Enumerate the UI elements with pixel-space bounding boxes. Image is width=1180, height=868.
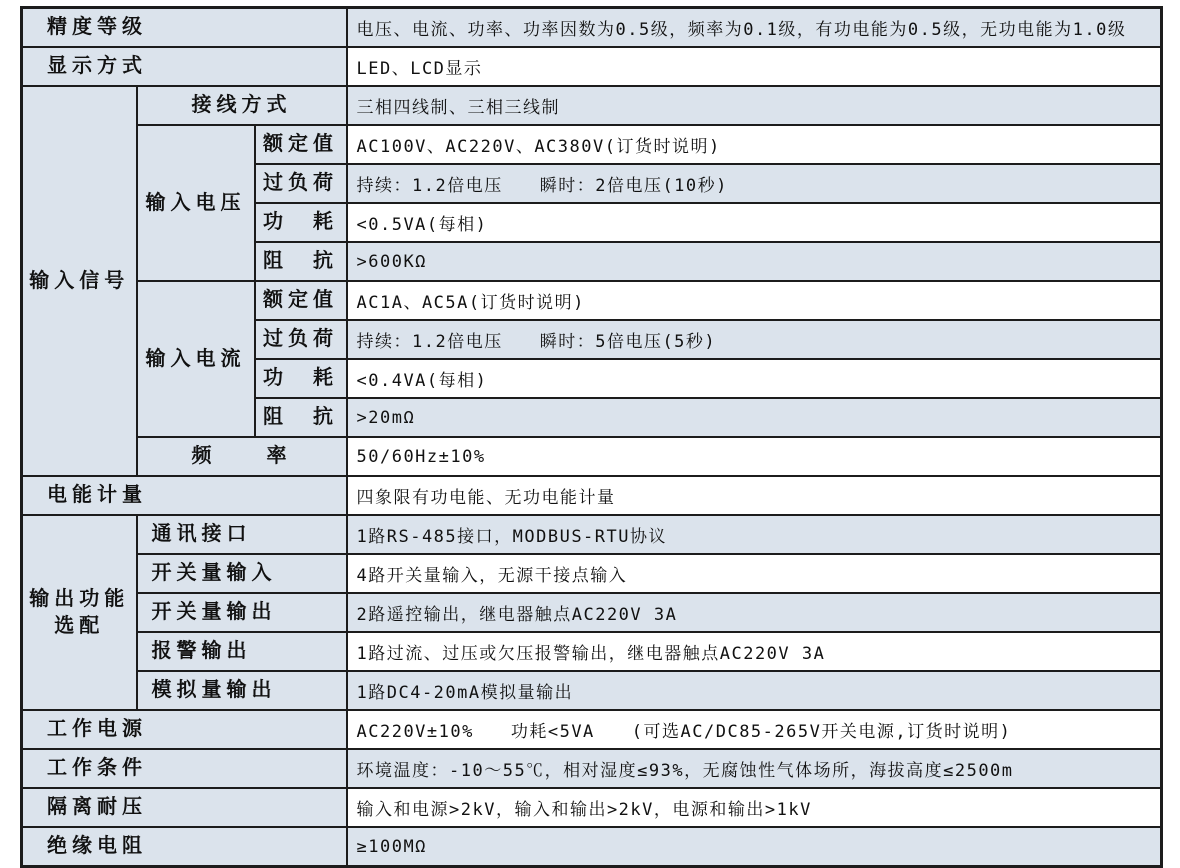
comm-value: 1路RS-485接口，MODBUS-RTU协议 xyxy=(347,515,1162,554)
row-frequency xyxy=(22,437,1162,476)
voltage-overload-label: 过负荷 xyxy=(255,164,347,203)
isolation-voltage-value: 输入和电源>2kV，输入和输出>2kV，电源和输出>1kV xyxy=(347,788,1162,827)
voltage-rated-value: AC100V、AC220V、AC380V(订货时说明) xyxy=(347,125,1162,164)
comm-label: 通讯接口 xyxy=(137,515,347,554)
row-alarm-output xyxy=(22,632,1162,671)
power-supply-label: 工作电源 xyxy=(22,710,347,749)
row-working-conditions xyxy=(22,749,1162,788)
current-overload-label: 过负荷 xyxy=(255,320,347,359)
current-rated-label: 额定值 xyxy=(255,281,347,320)
energy-metering-value: 四象限有功电能、无功电能计量 xyxy=(347,476,1162,515)
spec-sheet xyxy=(20,6,1163,868)
digital-output-value: 2路遥控输出，继电器触点AC220V 3A xyxy=(347,593,1162,632)
current-power-loss-value: <0.4VA(每相) xyxy=(347,359,1162,398)
output-options-label: 输出功能选配 xyxy=(22,515,137,710)
frequency-value: 50/60Hz±10% xyxy=(347,437,1162,476)
voltage-impedance-label: 阻 抗 xyxy=(255,242,347,281)
current-power-loss-label: 功 耗 xyxy=(255,359,347,398)
digital-output-label: 开关量输出 xyxy=(137,593,347,632)
current-impedance-value: >20mΩ xyxy=(347,398,1162,437)
row-energy-metering xyxy=(22,476,1162,515)
accuracy-label: 精度等级 xyxy=(22,8,347,48)
working-conditions-value: 环境温度：-10～55℃，相对湿度≤93%，无腐蚀性气体场所，海拔高度≤2500m xyxy=(347,749,1162,788)
voltage-overload-value: 持续：1.2倍电压 瞬时：2倍电压(10秒) xyxy=(347,164,1162,203)
row-analog-output xyxy=(22,671,1162,710)
frequency-label: 频 率 xyxy=(137,437,347,476)
voltage-rated-label: 额定值 xyxy=(255,125,347,164)
current-rated-value: AC1A、AC5A(订货时说明) xyxy=(347,281,1162,320)
row-comm xyxy=(22,515,1162,554)
analog-output-label: 模拟量输出 xyxy=(137,671,347,710)
wiring-value: 三相四线制、三相三线制 xyxy=(347,86,1162,125)
row-isolation-voltage xyxy=(22,788,1162,827)
row-accuracy xyxy=(22,8,1162,48)
spec-table xyxy=(20,6,1163,868)
row-wiring xyxy=(22,86,1162,125)
display-label: 显示方式 xyxy=(22,47,347,86)
alarm-output-value: 1路过流、过压或欠压报警输出，继电器触点AC220V 3A xyxy=(347,632,1162,671)
current-impedance-label: 阻 抗 xyxy=(255,398,347,437)
digital-input-value: 4路开关量输入，无源干接点输入 xyxy=(347,554,1162,593)
input-current-label: 输入电流 xyxy=(137,281,255,437)
voltage-power-loss-label: 功 耗 xyxy=(255,203,347,242)
voltage-impedance-value: >600KΩ xyxy=(347,242,1162,281)
current-overload-value: 持续：1.2倍电压 瞬时：5倍电压(5秒) xyxy=(347,320,1162,359)
display-value: LED、LCD显示 xyxy=(347,47,1162,86)
isolation-voltage-label: 隔离耐压 xyxy=(22,788,347,827)
row-digital-input xyxy=(22,554,1162,593)
wiring-label: 接线方式 xyxy=(137,86,347,125)
digital-input-label: 开关量输入 xyxy=(137,554,347,593)
voltage-power-loss-value: <0.5VA(每相) xyxy=(347,203,1162,242)
row-digital-output xyxy=(22,593,1162,632)
insulation-resistance-label: 绝缘电阻 xyxy=(22,827,347,867)
insulation-resistance-value: ≥100MΩ xyxy=(347,827,1162,867)
working-conditions-label: 工作条件 xyxy=(22,749,347,788)
energy-metering-label: 电能计量 xyxy=(22,476,347,515)
analog-output-value: 1路DC4-20mA模拟量输出 xyxy=(347,671,1162,710)
power-supply-value: AC220V±10% 功耗<5VA (可选AC/DC85-265V开关电源,订货时说明) xyxy=(347,710,1162,749)
row-voltage-rated xyxy=(22,125,1162,164)
alarm-output-label: 报警输出 xyxy=(137,632,347,671)
input-voltage-label: 输入电压 xyxy=(137,125,255,281)
input-signal-label: 输入信号 xyxy=(22,86,137,476)
row-power-supply xyxy=(22,710,1162,749)
row-display xyxy=(22,47,1162,86)
row-current-rated xyxy=(22,281,1162,320)
accuracy-value: 电压、电流、功率、功率因数为0.5级，频率为0.1级，有功电能为0.5级，无功电能为1.0级 xyxy=(347,8,1162,48)
